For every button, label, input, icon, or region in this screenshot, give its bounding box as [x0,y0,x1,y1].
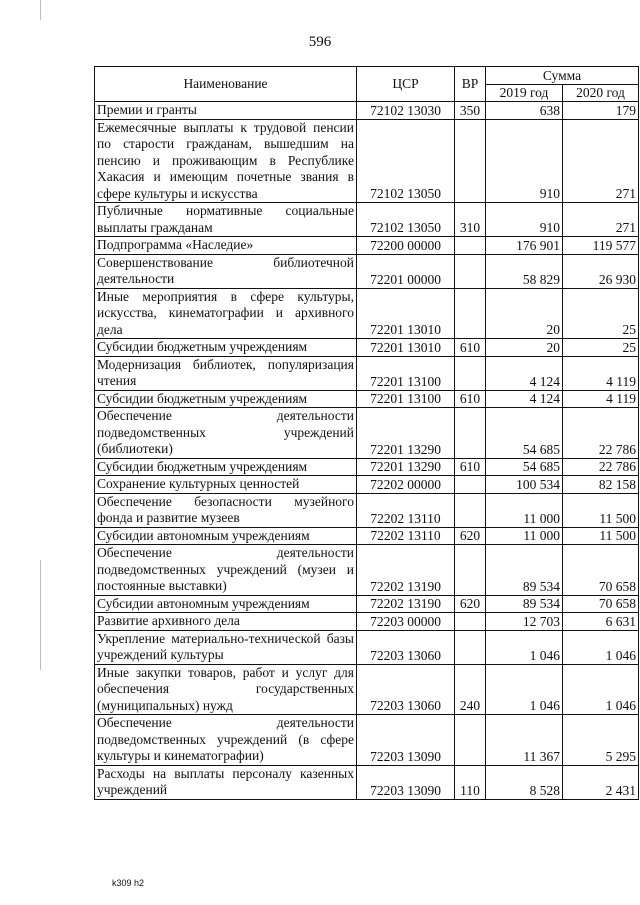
row-vr [455,119,486,203]
row-name: Обеспечение деятельности подведомственных учреждений (музеи и постоянные выставки) [95,545,357,596]
table-row [95,765,639,799]
row-sum-2020: 4 119 [563,390,639,408]
row-csr: 72203 13060 [357,630,455,664]
row-vr [455,288,486,339]
row-sum-2020: 1 046 [563,664,639,715]
row-name: Субсидии автономным учреждениям [95,595,357,613]
row-sum-2019: 100 534 [486,476,563,494]
row-vr: 620 [455,595,486,613]
row-sum-2020: 2 431 [563,765,639,799]
row-name: Обеспечение безопасности музейного фонда и развитие музеев [95,493,357,527]
row-vr: 610 [455,339,486,357]
table-row [95,493,639,527]
row-sum-2019: 910 [486,119,563,203]
row-csr: 72102 13050 [357,203,455,237]
header-year-2019: 2019 год [486,85,563,102]
row-sum-2019: 12 703 [486,613,563,631]
row-csr: 72202 13110 [357,493,455,527]
row-csr: 72201 00000 [357,254,455,288]
row-sum-2019: 58 829 [486,254,563,288]
row-sum-2019: 4 124 [486,356,563,390]
row-vr [455,254,486,288]
row-sum-2020: 82 158 [563,476,639,494]
row-sum-2020: 119 577 [563,237,639,255]
row-csr: 72203 00000 [357,613,455,631]
row-vr [455,237,486,255]
row-name: Совершенствование библиотечной деятельности [95,254,357,288]
row-name: Субсидии бюджетным учреждениям [95,458,357,476]
table-row [95,476,639,494]
row-csr: 72203 13060 [357,664,455,715]
row-csr: 72201 13290 [357,408,455,459]
row-sum-2020: 70 658 [563,595,639,613]
row-csr: 72202 13190 [357,595,455,613]
row-vr [455,408,486,459]
row-csr: 72201 13010 [357,288,455,339]
header-sum: Сумма [486,67,639,85]
table-row [95,664,639,715]
row-vr [455,545,486,596]
header-name: Наименование [95,67,357,102]
row-vr [455,356,486,390]
row-name: Ежемесячные выплаты к трудовой пенсии по старости гражданам, вышедшим на пенсию и проживающим в Республике Хакасия и имеющим почетные звания в сфере культуры и искусства [95,119,357,203]
row-csr: 72201 13010 [357,339,455,357]
row-sum-2020: 179 [563,102,639,120]
row-sum-2019: 89 534 [486,545,563,596]
row-sum-2019: 8 528 [486,765,563,799]
row-sum-2019: 910 [486,203,563,237]
header-vr: ВР [455,67,486,102]
row-sum-2019: 638 [486,102,563,120]
row-sum-2019: 20 [486,339,563,357]
row-vr [455,493,486,527]
header-csr: ЦСР [357,67,455,102]
row-sum-2020: 1 046 [563,630,639,664]
row-sum-2020: 5 295 [563,715,639,766]
row-csr: 72201 13100 [357,390,455,408]
row-sum-2020: 271 [563,203,639,237]
table-row [95,390,639,408]
row-csr: 72202 00000 [357,476,455,494]
table-row [95,458,639,476]
row-sum-2020: 11 500 [563,493,639,527]
table-row [95,356,639,390]
table-row [95,254,639,288]
header-year-2020: 2020 год [563,85,639,102]
row-csr: 72203 13090 [357,715,455,766]
table-row [95,630,639,664]
row-name: Обеспечение деятельности подведомственных учреждений (в сфере культуры и кинематографии) [95,715,357,766]
row-vr: 110 [455,765,486,799]
table-row [95,288,639,339]
table-row [95,715,639,766]
row-sum-2019: 11 367 [486,715,563,766]
row-vr [455,715,486,766]
budget-table [94,66,639,800]
row-sum-2020: 11 500 [563,527,639,545]
table-row [95,613,639,631]
row-name: Субсидии бюджетным учреждениям [95,339,357,357]
row-vr: 610 [455,458,486,476]
row-sum-2020: 6 631 [563,613,639,631]
row-csr: 72102 13050 [357,119,455,203]
row-vr [455,613,486,631]
row-sum-2020: 25 [563,288,639,339]
row-sum-2019: 20 [486,288,563,339]
row-sum-2019: 4 124 [486,390,563,408]
row-name: Публичные нормативные социальные выплаты гражданам [95,203,357,237]
row-vr: 310 [455,203,486,237]
table-row [95,408,639,459]
row-sum-2020: 22 786 [563,458,639,476]
row-name: Модернизация библиотек, популяризация чтения [95,356,357,390]
row-sum-2020: 271 [563,119,639,203]
row-vr: 350 [455,102,486,120]
table-row [95,527,639,545]
page-number: 596 [308,34,332,50]
row-name: Субсидии автономным учреждениям [95,527,357,545]
footer-code: k309 h2 [112,878,145,888]
row-sum-2020: 25 [563,339,639,357]
row-name: Субсидии бюджетным учреждениям [95,390,357,408]
row-csr: 72200 00000 [357,237,455,255]
row-name: Развитие архивного дела [95,613,357,631]
row-sum-2019: 176 901 [486,237,563,255]
row-csr: 72203 13090 [357,765,455,799]
row-csr: 72202 13190 [357,545,455,596]
row-vr [455,630,486,664]
row-name: Расходы на выплаты персоналу казенных учреждений [95,765,357,799]
table-row [95,119,639,203]
row-sum-2019: 1 046 [486,664,563,715]
row-sum-2020: 26 930 [563,254,639,288]
row-name: Премии и гранты [95,102,357,120]
margin-mark-middle [40,560,41,670]
row-csr: 72201 13290 [357,458,455,476]
table-row [95,545,639,596]
row-sum-2019: 54 685 [486,458,563,476]
row-vr: 610 [455,390,486,408]
row-sum-2019: 89 534 [486,595,563,613]
table-row [95,203,639,237]
row-name: Обеспечение деятельности подведомственных учреждений (библиотеки) [95,408,357,459]
row-name: Иные мероприятия в сфере культуры, искусства, кинематографии и архивного дела [95,288,357,339]
row-sum-2019: 11 000 [486,493,563,527]
row-sum-2019: 11 000 [486,527,563,545]
row-sum-2019: 1 046 [486,630,563,664]
row-sum-2019: 54 685 [486,408,563,459]
table-row [95,102,639,120]
row-vr [455,476,486,494]
row-vr: 240 [455,664,486,715]
row-name: Подпрограмма «Наследие» [95,237,357,255]
row-sum-2020: 4 119 [563,356,639,390]
row-csr: 72201 13100 [357,356,455,390]
table-row [95,237,639,255]
margin-mark-top [40,0,41,20]
row-name: Укрепление материально-технической базы учреждений культуры [95,630,357,664]
row-csr: 72102 13030 [357,102,455,120]
row-name: Иные закупки товаров, работ и услуг для обеспечения государственных (муниципальных) нужд [95,664,357,715]
row-vr: 620 [455,527,486,545]
row-sum-2020: 22 786 [563,408,639,459]
row-name: Сохранение культурных ценностей [95,476,357,494]
table-row [95,595,639,613]
row-sum-2020: 70 658 [563,545,639,596]
table-row [95,339,639,357]
row-csr: 72202 13110 [357,527,455,545]
